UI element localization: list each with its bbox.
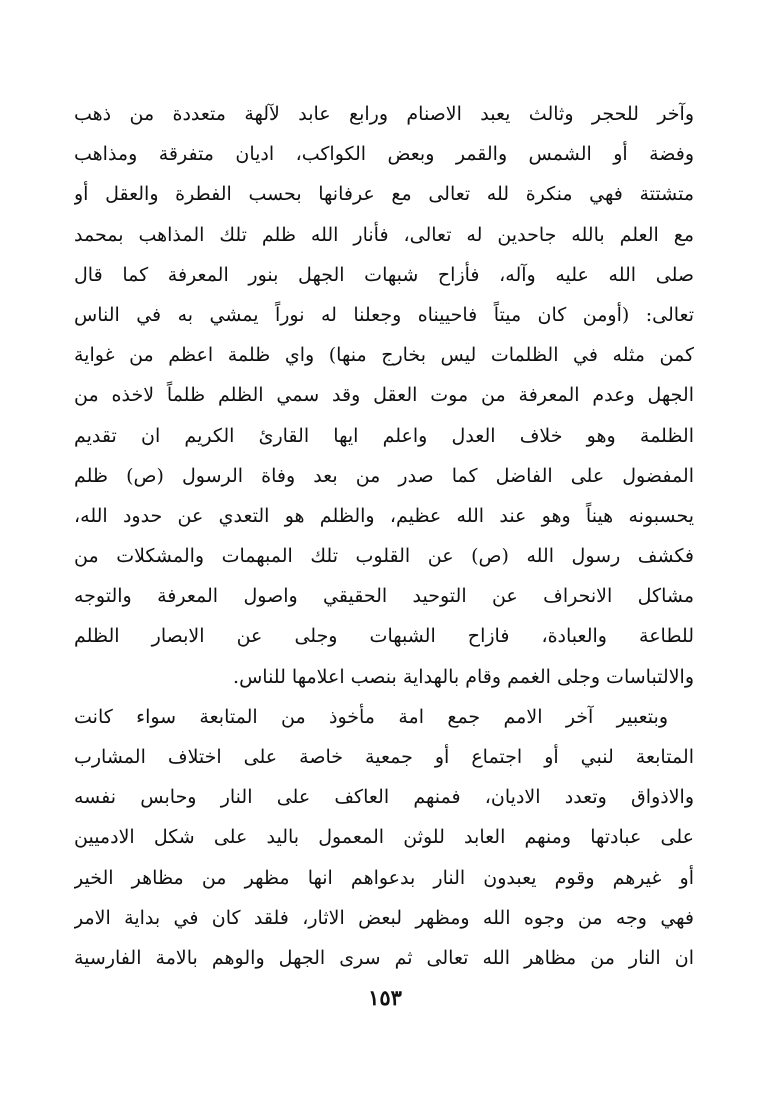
text-line: المتابعة لنبي أو اجتماع أو جمعية خاصة على اختلاف المشارب: [74, 746, 694, 768]
text-line: ان النار من مظاهر الله تعالى ثم سرى الجهل والوهم بالامة الفارسية: [74, 946, 694, 969]
text-line: يحسبونه هيناً وهو عند الله عظيم، والظلم هو التعدي عن حدود الله،: [74, 504, 694, 527]
text-line: وفضة أو الشمس والقمر وبعض الكواكب، اديان متفرقة ومذاهب: [74, 143, 694, 166]
text-line: المفضول على الفاضل كما صدر من بعد وفاة الرسول (ص) ظلم: [74, 464, 694, 487]
text-line: أو غيرهم وقوم يعبدون النار بدعواهم انها مظهر من مظاهر الخير: [74, 866, 694, 889]
page-number: ١٥٣: [368, 985, 402, 1010]
text-line: الجهل وعدم المعرفة من موت العقل وقد سمي الظلم ظلماً لاخذه من: [74, 384, 694, 407]
text-line: وبتعبير آخر الامم جمع امة مأخوذ من المتابعة سواء كانت: [74, 705, 668, 728]
text-line: والالتباسات وجلى الغمم وقام بالهداية بنصب اعلامها للناس.: [233, 665, 694, 688]
text-line: الظلمة وهو خلاف العدل واعلم ايها القارئ الكريم ان تقديم: [74, 424, 694, 447]
text-line: والاذواق وتعدد الاديان، فمنهم العاكف على النار وحابس نفسه: [74, 786, 694, 809]
text-line: كمن مثله في الظلمات ليس بخارج منها) واي ظلمة اعظم من غواية: [74, 344, 694, 367]
text-line: متشتتة فهي منكرة لله تعالى مع عرفانها بحسب الفطرة والعقل أو: [74, 183, 694, 206]
text-line: على عبادتها ومنهم العابد للوثن المعمول باليد على شكل الادميين: [74, 826, 694, 849]
text-line: فهي وجه من وجوه الله ومظهر لبعض الاثار، فلقد كان في بداية الامر: [74, 906, 694, 929]
text-line: تعالى: (أومن كان ميتاً فاحييناه وجعلنا له نوراً يمشي به في الناس: [74, 303, 694, 326]
body-text: [74, 94, 694, 978]
text-line: صلى الله عليه وآله، فأزاح شبهات الجهل بنور المعرفة كما قال: [74, 263, 694, 286]
text-line: فكشف رسول الله (ص) عن القلوب تلك المبهمات والمشكلات من: [74, 545, 694, 568]
text-line: مع العلم بالله جاحدين له تعالى، فأنار الله ظلم تلك المذاهب بمحمد: [74, 223, 694, 246]
text-line: للطاعة والعبادة، فازاح الشبهات وجلى عن الابصار الظلم: [74, 625, 694, 648]
text-line: وآخر للحجر وثالث يعبد الاصنام ورابع عابد لآلهة متعددة من ذهب: [74, 103, 694, 125]
text-line: مشاكل الانحراف عن التوحيد الحقيقي واصول المعرفة والتوجه: [74, 585, 694, 608]
